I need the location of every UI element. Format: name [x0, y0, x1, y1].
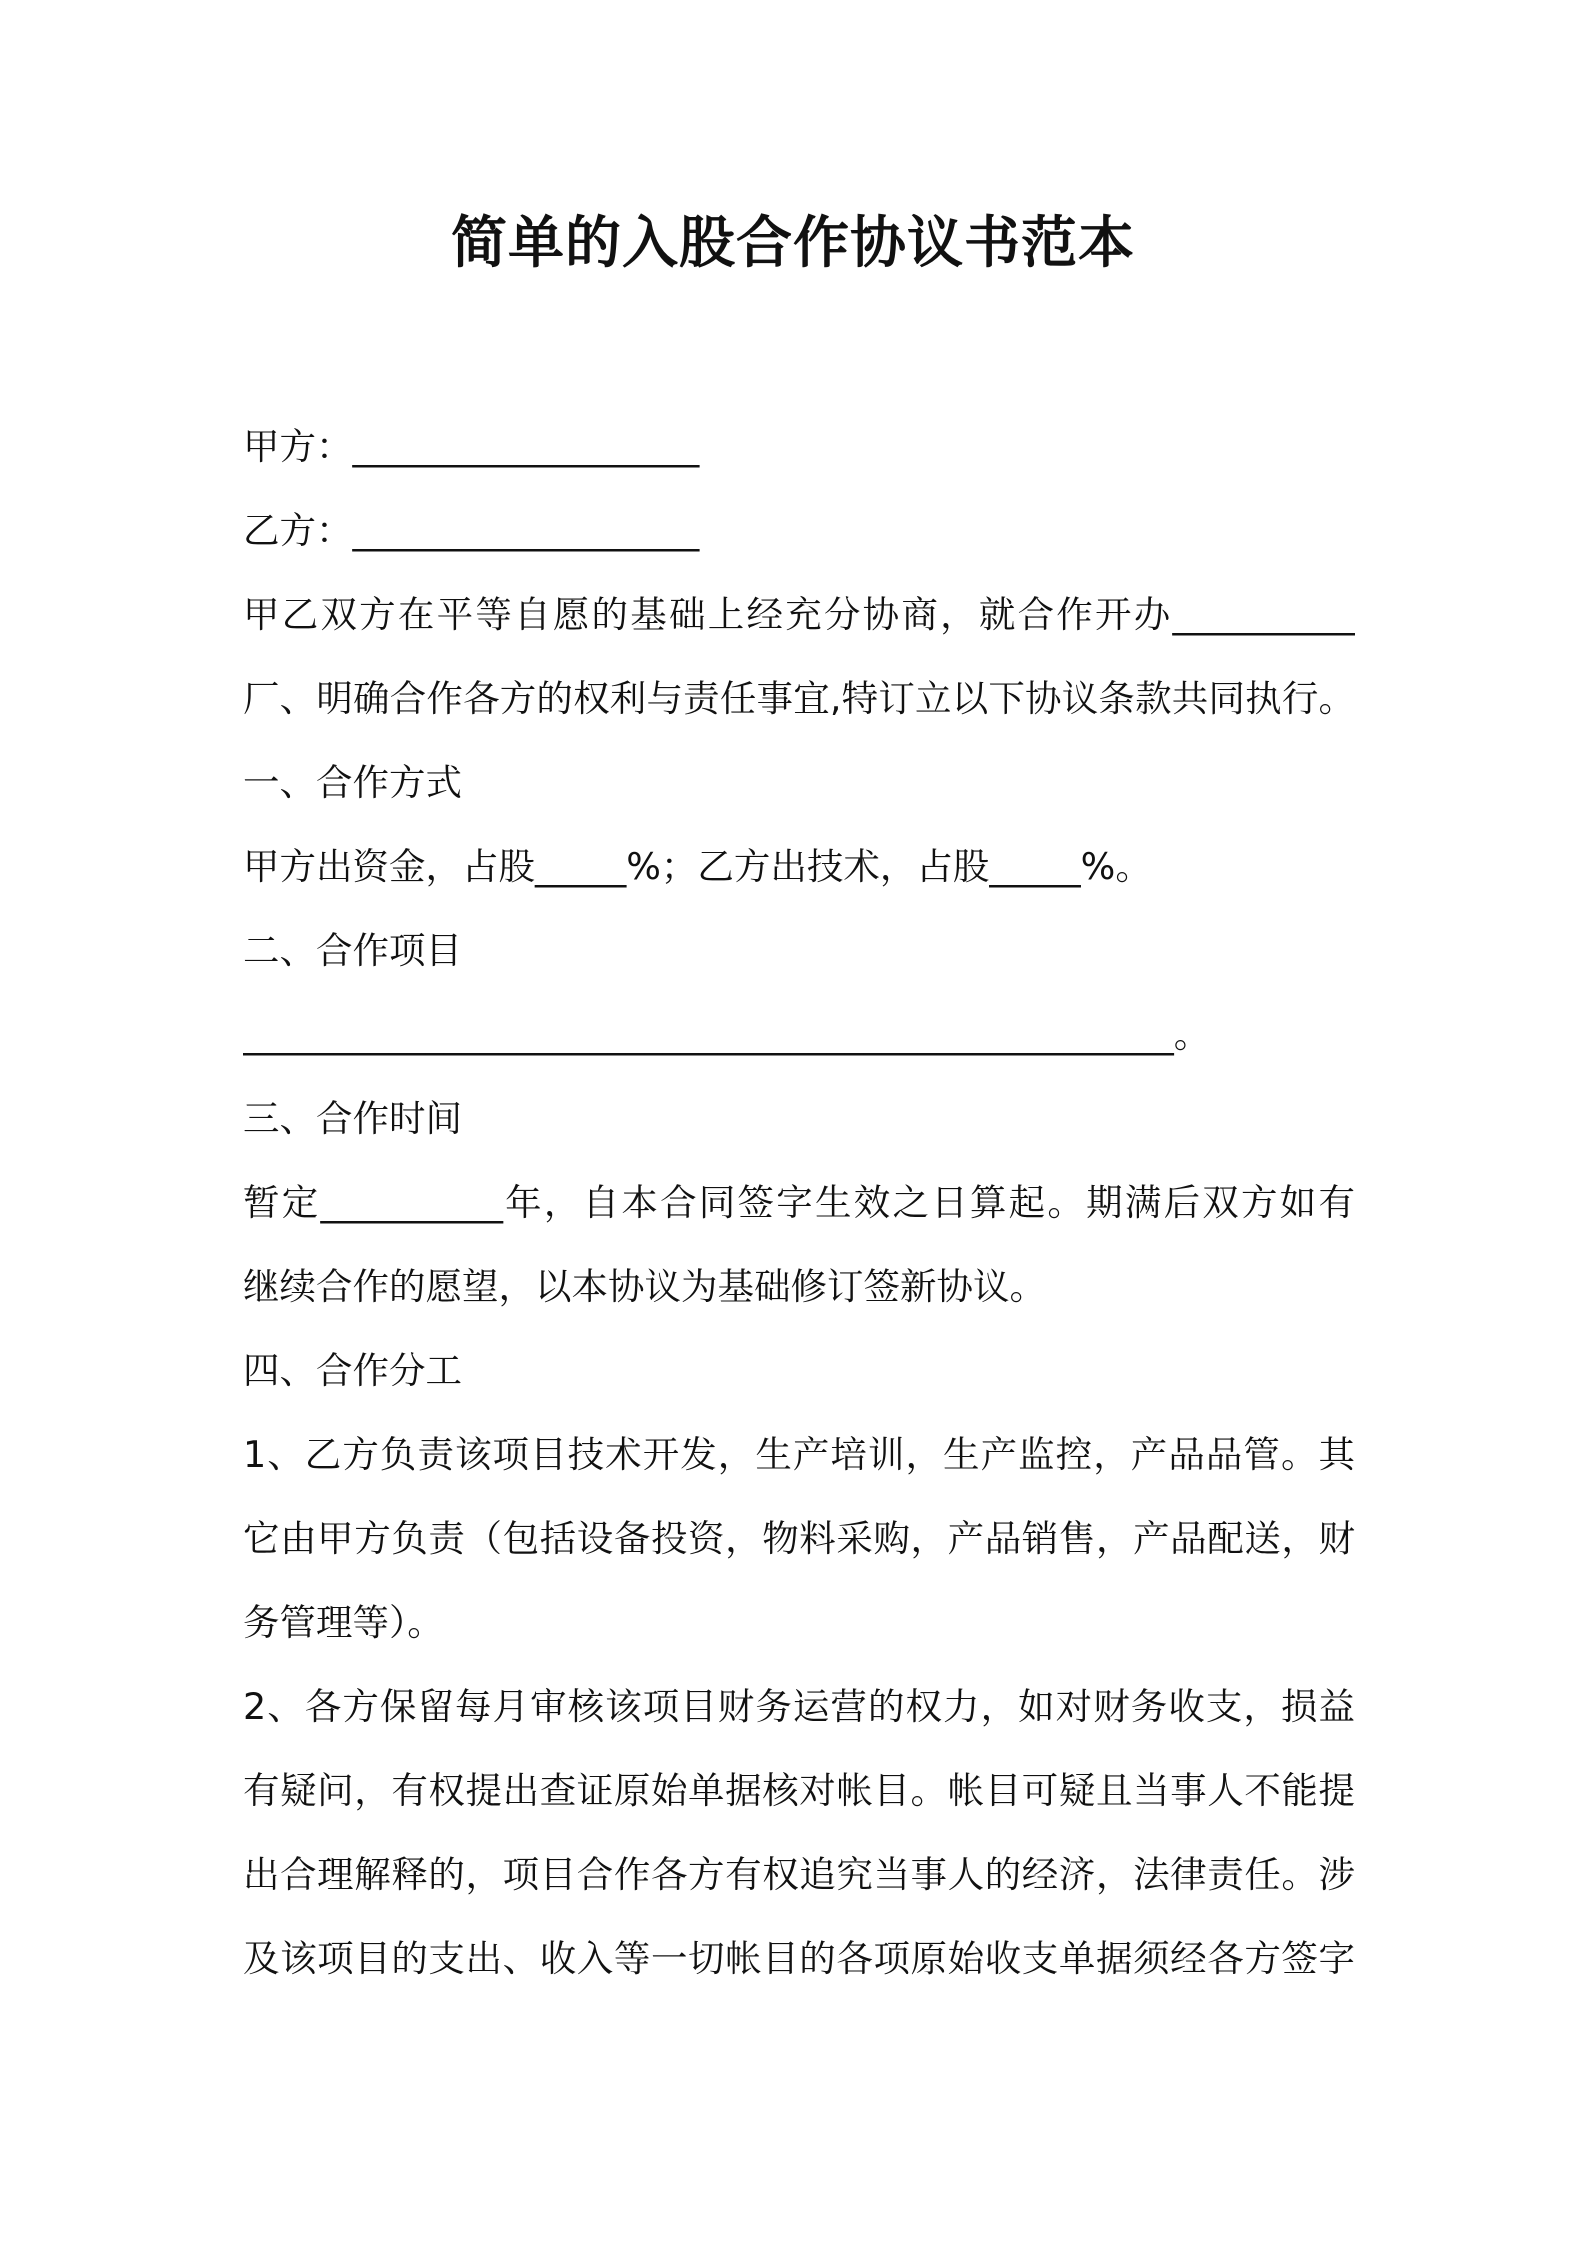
- section-heading-4: 四、合作分工: [243, 1349, 462, 1392]
- document-title: 简单的入股合作协议书范本: [451, 211, 1135, 276]
- intro-line-2: 厂、明确合作各方的权利与责任事宜,特订立以下协议条款共同执行。: [243, 677, 1355, 720]
- intro-line-1: 甲乙双方在平等自愿的基础上经充分协商，就合作开办__________: [243, 593, 1355, 636]
- document-body: [243, 405, 1355, 2001]
- division-item-1-line-3: 务管理等）。: [243, 1601, 444, 1644]
- cooperation-method-line: 甲方出资金，占股_____%；乙方出技术，占股_____%。: [243, 845, 1152, 888]
- division-item-2-line-3: 出合理解释的，项目合作各方有权追究当事人的经济，法律责任。涉: [243, 1853, 1355, 1896]
- party-b-line: 乙方：___________________: [243, 509, 700, 552]
- cooperation-project-line: ___________________________________________________。: [243, 1013, 1211, 1056]
- party-a-line: 甲方：___________________: [243, 425, 700, 468]
- section-heading-2: 二、合作项目: [243, 929, 462, 972]
- division-item-2-line-4: 及该项目的支出、收入等一切帐目的各项原始收支单据须经各方签字: [243, 1937, 1355, 1980]
- division-item-1-line-1: 1、乙方负责该项目技术开发，生产培训，生产监控，产品品管。其: [243, 1433, 1355, 1476]
- cooperation-time-line-2: 继续合作的愿望，以本协议为基础修订签新协议。: [243, 1265, 1046, 1308]
- cooperation-time-line-1: 暂定__________年，自本合同签字生效之日算起。期满后双方如有: [243, 1181, 1355, 1224]
- division-item-2-line-2: 有疑问，有权提出查证原始单据核对帐目。帐目可疑且当事人不能提: [243, 1769, 1355, 1812]
- section-heading-1: 一、合作方式: [243, 761, 462, 804]
- division-item-1-line-2: 它由甲方负责（包括设备投资，物料采购，产品销售，产品配送，财: [243, 1517, 1355, 1560]
- division-item-2-line-1: 2、各方保留每月审核该项目财务运营的权力，如对财务收支，损益: [243, 1685, 1355, 1728]
- section-heading-3: 三、合作时间: [243, 1097, 462, 1140]
